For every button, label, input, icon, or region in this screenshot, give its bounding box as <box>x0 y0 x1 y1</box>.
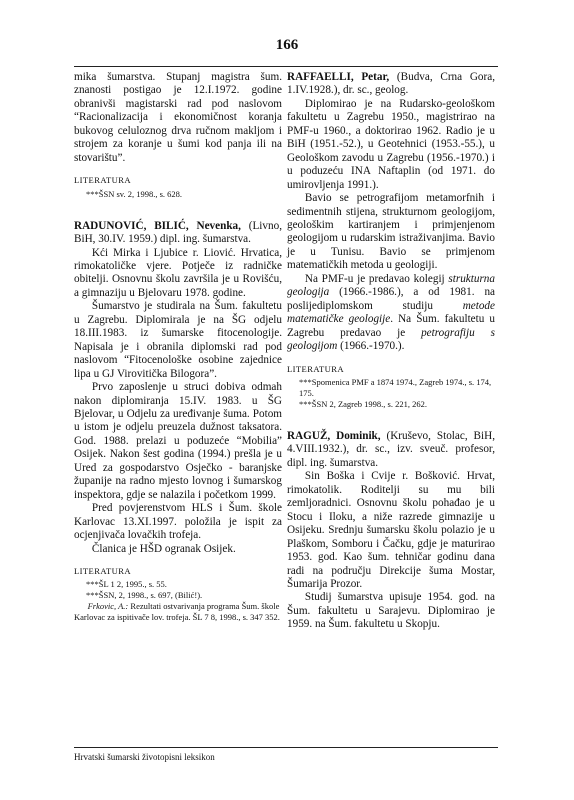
literature-reference: ***ŠSN 2, Zagreb 1998., s. 221, 262. <box>299 398 427 409</box>
entry-paragraph: Kći Mirka i Ljubice r. Liović. Hrvatica, rimokatoličke vjere. Potječe iz radničke obitelji. Osnovnu školu završila je u Rovišću, a gimnaziju u Bjelovaru 1978. godine. <box>74 246 282 299</box>
footer-rule <box>74 747 498 748</box>
entry-paragraph: Na PMF-u je predavao kolegij strukturna geologija (1966.-1986.), a od 1981. na poslijediplomskom studiju metode matematičke geologije. Na Šum. fakultetu u Zagrebu predavao je petrografiju s geologijom (1966.-1970.). <box>287 272 496 353</box>
course-title: petrografiju s geologijom <box>287 326 496 353</box>
entry-heading-details: (Budva, Crna Gora, 1.IV.1928.), dr. sc., geolog. <box>287 71 495 97</box>
entry-name: RAFFAELLI, Petar, <box>287 71 390 83</box>
course-title: strukturna geologija <box>287 272 495 299</box>
entry-paragraph: Bavio se petrografijom metamorfnih i sedimentnih stijena, strukturnom geologijom, geološkim kartiranjem i primjenjenom geologijom u rudarskim istraživanjima. Bavio je u Tunisu. Bavio se primjenom matematičkih metoda u geologiji. <box>287 192 495 272</box>
footer-title: Hrvatski šumarski životopisni leksikon <box>74 752 215 762</box>
entry-paragraph: Prvo zaposlenje u struci dobiva odmah nakon diplomiranja 15.IV. 1983. u ŠG Bjelovar, u Odjelu za uređivanje šuma. Potom u istom je odjelu preuzela dužnost taksatora. God. 1988. prelazi u poduzeće “Mobilia” Osijek. Nakon šest godina (1994.) prešla je u Ured za gospodarstvo Osječko - baranjske županije na radno mjesto lovnog i šumarskog inspektora, gdje se nalazila i početkom 1999. <box>74 381 282 501</box>
entry-name: RADUNOVIĆ, BILIĆ, Nevenka, <box>74 219 241 232</box>
course-title: metode matematičke geologije <box>287 299 495 326</box>
left-column <box>74 71 282 623</box>
literature-reference: ***ŠSN, 2, 1998., s. 697, (Bilić!). <box>86 590 203 601</box>
entry-paragraph: Pred povjerenstvom HLS i Šum. škole Karlovac 13.XI.1997. položila je ispit za ocjenjivača lovačkih trofeja. <box>74 502 282 542</box>
literature-label: LITERATURA <box>74 565 131 576</box>
page-number: 166 <box>275 37 299 53</box>
literature-reference: ***ŠL 1 2, 1995., s. 55. <box>86 579 167 590</box>
entry-paragraph: Sin Boška i Cvije r. Bošković. Hrvat, rimokatolik. Roditelji su mu bili zemljoradnici. Osnovnu školu pohađao je u Stocu i Iloku, a niže razrede gimnazije u Osijeku. Srednju šumarsku školu polazio je u Plaškom, Somboru i Čačku, gdje je maturirao 1953. god. Kao šum. tehničar godinu dana radi na području Direkcije šuma Mostar, Šumarija Prozor. <box>287 470 495 590</box>
literature-reference: ***Spomenica PMF a 1874 1974., Zagreb 1974., s. 174, 175. <box>299 376 492 398</box>
entry-heading <box>287 430 495 470</box>
entry-heading <box>74 220 282 247</box>
entry-heading-details: (Kruševo, Stolac, BiH, 4.VIII.1932.), dr. sc., izv. sveuč. profesor, dipl. ing. šumarstva. <box>287 429 495 469</box>
entry-paragraph: Šumarstvo je studirala na Šum. fakultetu u Zagrebu. Diplomirala je na ŠG odjelu 18.III.1983. iz šumarske fitocenologije. Napisala je i obranila diplomski rad pod naslovom “Fitocenološke osobine zajednice lipa u GJ Virovitička Bilogora”. <box>74 300 282 380</box>
entry-paragraph: Članica je HŠD ogranak Osijek. <box>91 542 236 555</box>
reference-author: Frkovic, A.: <box>87 601 129 612</box>
entry-heading <box>287 71 495 98</box>
reference-text: Rezultati ostvarivanja programa Šum. škole Karlovac za ispitivače lov. trofeja. ŠL 7 8, 1998., s. 347 352. <box>74 601 280 623</box>
literature-label: LITERATURA <box>74 175 131 186</box>
header-rule <box>74 66 498 67</box>
literature-reference <box>74 601 282 623</box>
entry-heading-details: (Livno, BiH, 30.IV. 1959.) dipl. ing. šumarstva. <box>74 219 282 246</box>
entry-paragraph: Diplomirao je na Rudarsko-geološkom fakultetu u Zagrebu 1950., magistrirao na PMF-u 1960., a doktorirao 1962. Radio je u BiH (1951.-52.), u Geotehnici (1953.-55.), u Geološkom zavodu u Zagrebu (1956.-1970.) i u poduzeću INA Naftaplin (od 1971. do umirovljenja 1991.). <box>287 97 495 191</box>
right-column <box>287 71 495 632</box>
entry-name: RAGUŽ, Dominik, <box>287 429 381 442</box>
literature-label: LITERATURA <box>287 363 344 374</box>
continued-paragraph: mika šumarstva. Stupanj magistra šum. znanosti postigao je 12.I.1972. godine obranivši magistarski rad pod naslovom “Racionalizacija i ekonomičnost koranja bukovog celuloznog drva ručnom makljom i strojem za koranje u šumi kod panja ili na stovarištu”. <box>74 71 282 164</box>
entry-paragraph: Studij šumarstva upisuje 1954. god. na Šum. fakultetu u Sarajevu. Diplomirao je 1959. na Šum. fakultetu u Skopju. <box>287 591 495 631</box>
literature-reference: ***ŠSN sv. 2, 1998., s. 628. <box>86 188 183 199</box>
